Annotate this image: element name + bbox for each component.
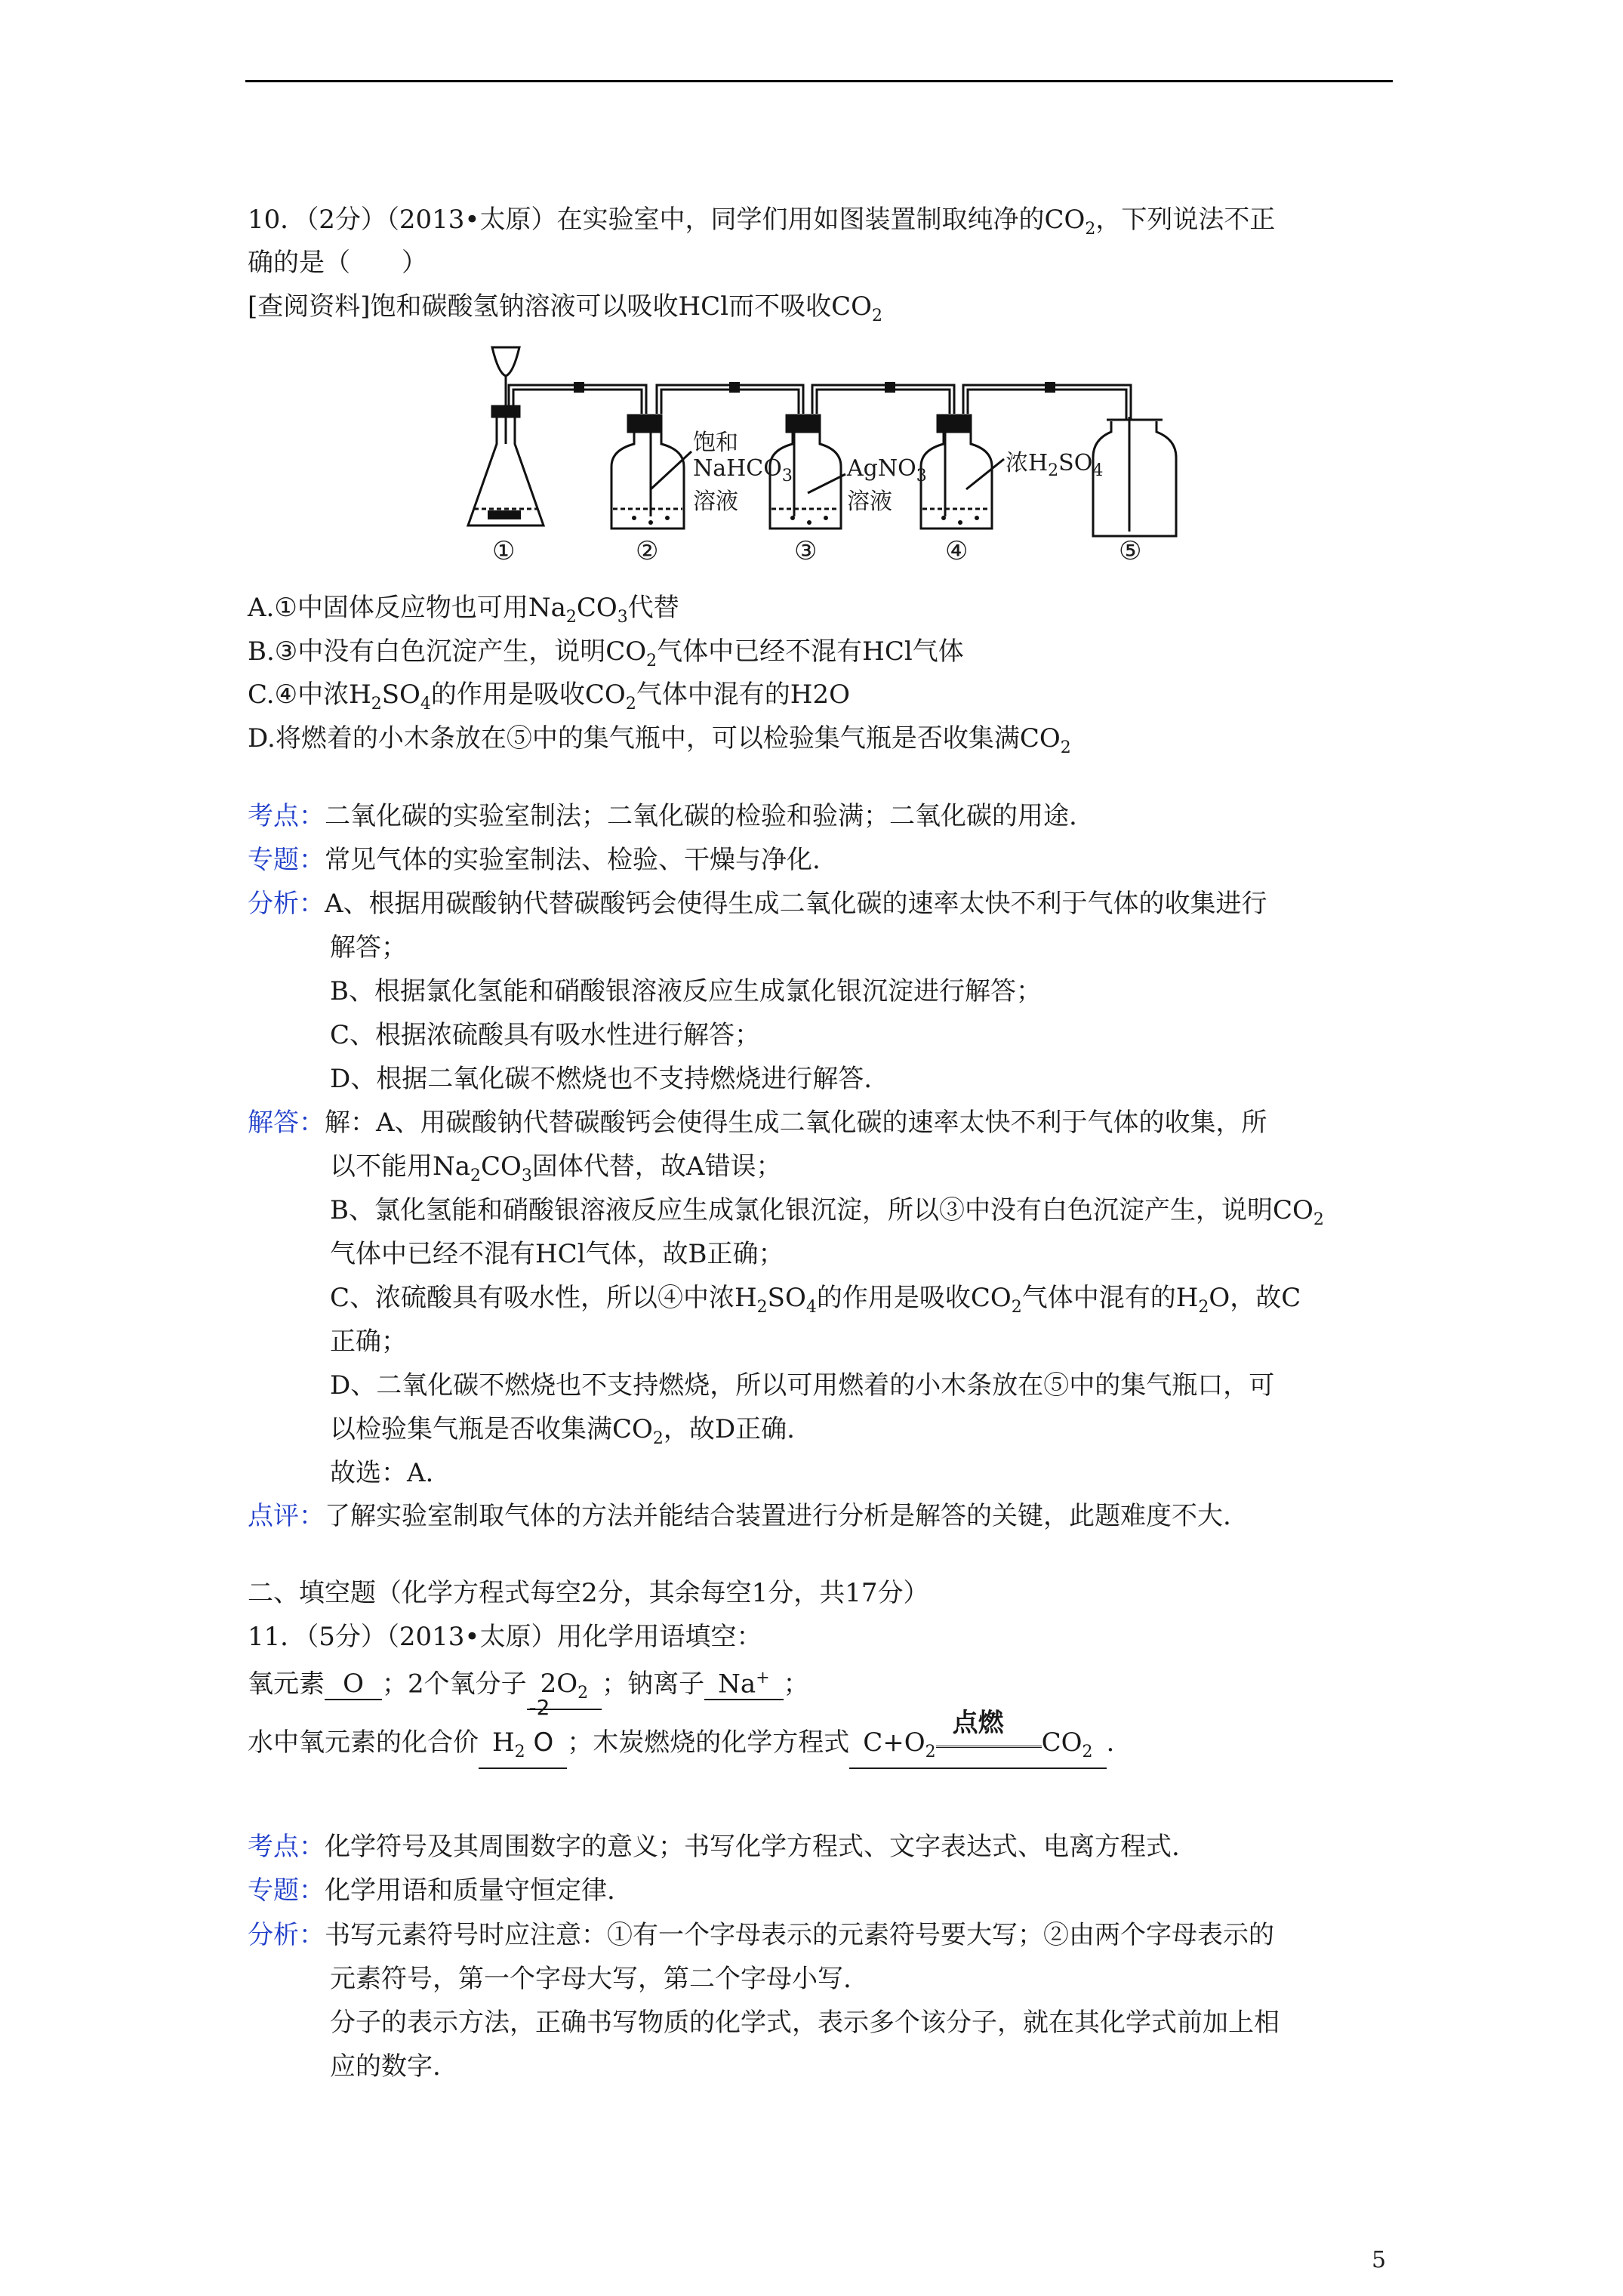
- section2-title: 二、填空题（化学方程式每空2分，其余每空1分，共17分）: [248, 1578, 929, 1608]
- header-rule: [245, 80, 1393, 82]
- q10-option-c: C.④中浓$H_2SO_4$的作用是吸收$CO_2$气体中混有的H2O: [248, 680, 850, 713]
- figure-label-5: ⑤: [1119, 536, 1142, 566]
- q11-fenxi-2: 元素符号，第一个字母大写，第二个字母小写.: [330, 1964, 852, 1994]
- q10-dianping: 点评：了解实验室制取气体的方法并能结合装置进行分析是解答的关键，此题难度不大.: [248, 1501, 1231, 1531]
- q10-jieda-5: C、浓硫酸具有吸水性，所以④中浓$H_2SO_4$的作用是吸收$CO_2$气体中混有的$H_2O$，故C: [330, 1283, 1301, 1317]
- q10-stem-line1: 10．（2分）（2013•太原）在实验室中，同学们用如图装置制取纯净的$CO_2$，下列说法不正: [248, 205, 1276, 239]
- q10-jieda-9: 故选：A.: [330, 1458, 434, 1488]
- q10-fenxi-4: C、根据浓硫酸具有吸水性进行解答；: [330, 1020, 761, 1050]
- q11-fenxi: 分析：书写元素符号时应注意：①有一个字母表示的元素符号要大写；②由两个字母表示的: [248, 1920, 1274, 1950]
- reagent-label-4: 浓$H_2SO_4$: [1006, 450, 1104, 480]
- q10-reference: [查阅资料]饱和碳酸氢钠溶液可以吸收HCl而不吸收$CO_2$: [248, 291, 882, 325]
- q11-fenxi-3: 分子的表示方法，正确书写物质的化学式，表示多个该分子，就在其化学式前加上相: [330, 2008, 1280, 2038]
- q10-jieda-3: B、氯化氢能和硝酸银溶液反应生成氯化银沉淀，所以③中没有白色沉淀产生，说明$CO_2$: [330, 1195, 1324, 1229]
- answer-valence: $H_2$ -2 O: [479, 1727, 567, 1769]
- q10-kaodian: 考点：二氧化碳的实验室制法；二氧化碳的检验和验满；二氧化碳的用途.: [248, 801, 1077, 831]
- q10-jieda-7: D、二氧化碳不燃烧也不支持燃烧，所以可用燃着的小木条放在⑤中的集气瓶口，可: [330, 1370, 1275, 1401]
- q10-fenxi-2: 解答；: [330, 932, 407, 963]
- q10-fenxi-5: D、根据二氧化碳不燃烧也不支持燃烧进行解答.: [330, 1064, 873, 1094]
- q11-line1: 氧元素 O ；2个氧分子 $2O_2$ ；钠离子 Na+ ；: [248, 1663, 809, 1710]
- figure-label-2: ②: [636, 536, 659, 566]
- reaction-condition: 点燃: [952, 1708, 1004, 1738]
- q10-option-b: B.③中没有白色沉淀产生，说明$CO_2$气体中已经不混有HCl气体: [248, 636, 964, 670]
- q10-jieda-4: 气体中已经不混有HCl气体，故B正确；: [330, 1239, 784, 1269]
- q10-jieda-2: 以不能用$Na_2CO_3$固体代替，故A错误；: [330, 1151, 782, 1185]
- answer-sodium-ion: Na+: [704, 1663, 783, 1700]
- figure-label-4: ④: [945, 536, 969, 566]
- valence-number: -2: [528, 1695, 550, 1720]
- gas-apparatus-figure: [453, 338, 1193, 565]
- q10-option-a: A.①中固体反应物也可用$Na_2CO_3$代替: [248, 593, 679, 627]
- figure-label-3: ③: [794, 536, 818, 566]
- q11-kaodian: 考点：化学符号及其周围数字的意义；书写化学方程式、文字表达式、电离方程式.: [248, 1832, 1180, 1862]
- q10-option-d: D.将燃着的小木条放在⑤中的集气瓶中，可以检验集气瓶是否收集满$CO_2$: [248, 723, 1071, 757]
- q10-stem-line2: 确的是（ ）: [248, 248, 427, 278]
- q10-zhuanti: 专题：常见气体的实验室制法、检验、干燥与净化.: [248, 845, 821, 875]
- q11-stem: 11．（5分）（2013•太原）用化学用语填空：: [248, 1622, 762, 1652]
- q10-jieda-6: 正确；: [330, 1327, 407, 1357]
- q11-zhuanti: 专题：化学用语和质量守恒定律.: [248, 1875, 615, 1906]
- q11-fenxi-4: 应的数字.: [330, 2051, 441, 2082]
- answer-combustion-equation: $C+O_2$ 点燃 $CO_2$: [849, 1727, 1106, 1769]
- reagent-label-2: 饱和 NaHCO$_3$ 溶液: [693, 430, 793, 515]
- answer-oxygen-element: O: [325, 1669, 382, 1700]
- q11-line2: 水中氧元素的化合价 $H_2$ -2 O ；木炭燃烧的化学方程式 $C+O_2$ 点燃 $CO_2$ .: [248, 1725, 1114, 1769]
- reagent-label-3: AgNO$_3$ 溶液: [847, 455, 927, 515]
- figure-label-1: ①: [492, 536, 516, 566]
- q10-fenxi-3: B、根据氯化氢能和硝酸银溶液反应生成氯化银沉淀进行解答；: [330, 976, 1042, 1006]
- q10-jieda-8: 以检验集气瓶是否收集满$CO_2$，故D正确.: [330, 1414, 795, 1448]
- page-number: 5: [1372, 2247, 1387, 2273]
- q10-jieda: 解答：解：A、用碳酸钠代替碳酸钙会使得生成二氧化碳的速率太快不利于气体的收集，所: [248, 1108, 1267, 1138]
- q10-fenxi: 分析：A、根据用碳酸钠代替碳酸钙会使得生成二氧化碳的速率太快不利于气体的收集进行: [248, 889, 1267, 919]
- answer-oxygen-molecules: $2O_2$: [527, 1669, 602, 1710]
